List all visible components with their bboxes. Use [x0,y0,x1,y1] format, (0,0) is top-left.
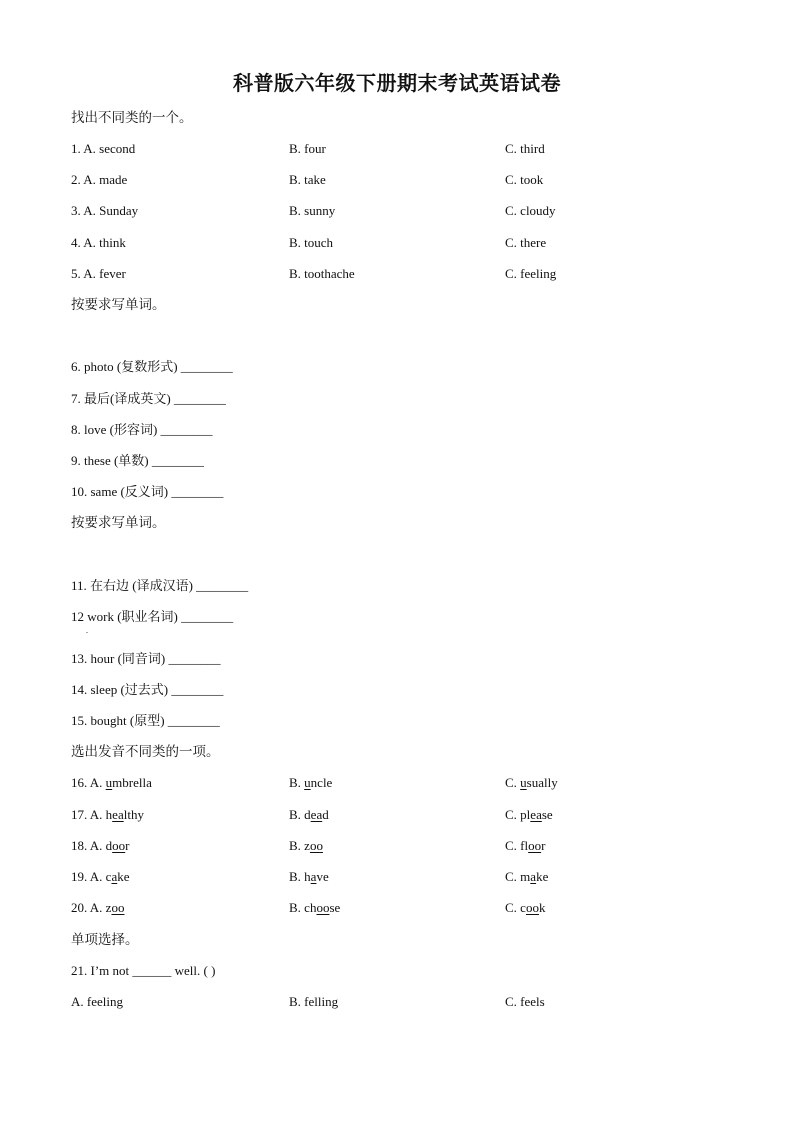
q19-option-c: C. make [505,869,549,884]
q2-option-b: B. take [289,172,326,187]
q9-item: 9. these (单数) ________ [71,453,204,468]
q3-option-b: B. sunny [289,203,336,218]
section-heading-write-words-2: 按要求写单词。 [71,515,166,530]
q17-option-b: B. dead [289,807,329,822]
q17-option-c: C. please [505,807,553,822]
q13-item: 13. hour (同音词) ________ [71,651,221,666]
q5-option-a: 5. A. fever [71,266,126,281]
q6-item: 6. photo (复数形式) ________ [71,359,233,374]
q16-option-c: C. usually [505,775,558,790]
q18-option-a: 18. A. door [71,838,130,853]
q3-option-c: C. cloudy [505,203,556,218]
section-heading-pronunciation: 选出发音不同类的一项。 [71,744,220,759]
q1-option-a: 1. A. second [71,141,136,156]
section-heading-odd-one-out: 找出不同类的一个。 [71,110,193,125]
q20-option-b: B. choose [289,900,341,915]
q5-option-c: C. feeling [505,266,557,281]
q21-option-c: C. feels [505,994,545,1009]
q4-option-a: 4. A. think [71,235,126,250]
section-heading-single-choice: 单项选择。 [71,932,139,947]
q15-item: 15. bought (原型) ________ [71,713,220,728]
q21-option-b: B. felling [289,994,339,1009]
q3-option-a: 3. A. Sunday [71,203,139,218]
q20-option-a: 20. A. zoo [71,900,125,915]
q14-item: 14. sleep (过去式) ________ [71,682,224,697]
q1-option-c: C. third [505,141,545,156]
q10-item: 10. same (反义词) ________ [71,484,224,499]
q19-option-b: B. have [289,869,329,884]
q18-option-b: B. zoo [289,838,323,853]
q18-option-c: C. floor [505,838,546,853]
q12-item: 12 work (职业名词) ________ [71,609,234,624]
section-heading-write-words-1: 按要求写单词。 [71,297,166,312]
q17-option-a: 17. A. healthy [71,807,144,822]
q19-option-a: 19. A. cake [71,869,130,884]
q21-option-a: A. feeling [71,994,123,1009]
q2-option-a: 2. A. made [71,172,128,187]
q5-option-b: B. toothache [289,266,355,281]
q16-option-b: B. uncle [289,775,333,790]
q8-item: 8. love (形容词) ________ [71,422,213,437]
exam-title: 科普版六年级下册期末考试英语试卷 [233,73,561,95]
q4-option-c: C. there [505,235,547,250]
q4-option-b: B. touch [289,235,334,250]
q1-option-b: B. four [289,141,326,156]
q11-item: 11. 在右边 (译成汉语) ________ [71,578,249,593]
q2-option-c: C. took [505,172,544,187]
q12-dot-mark: . [86,626,88,635]
q16-option-a: 16. A. umbrella [71,775,152,790]
q7-item: 7. 最后(译成英文) ________ [71,391,226,406]
q21-stem: 21. I’m not ______ well. ( ) [71,963,216,978]
q20-option-c: C. cook [505,900,546,915]
